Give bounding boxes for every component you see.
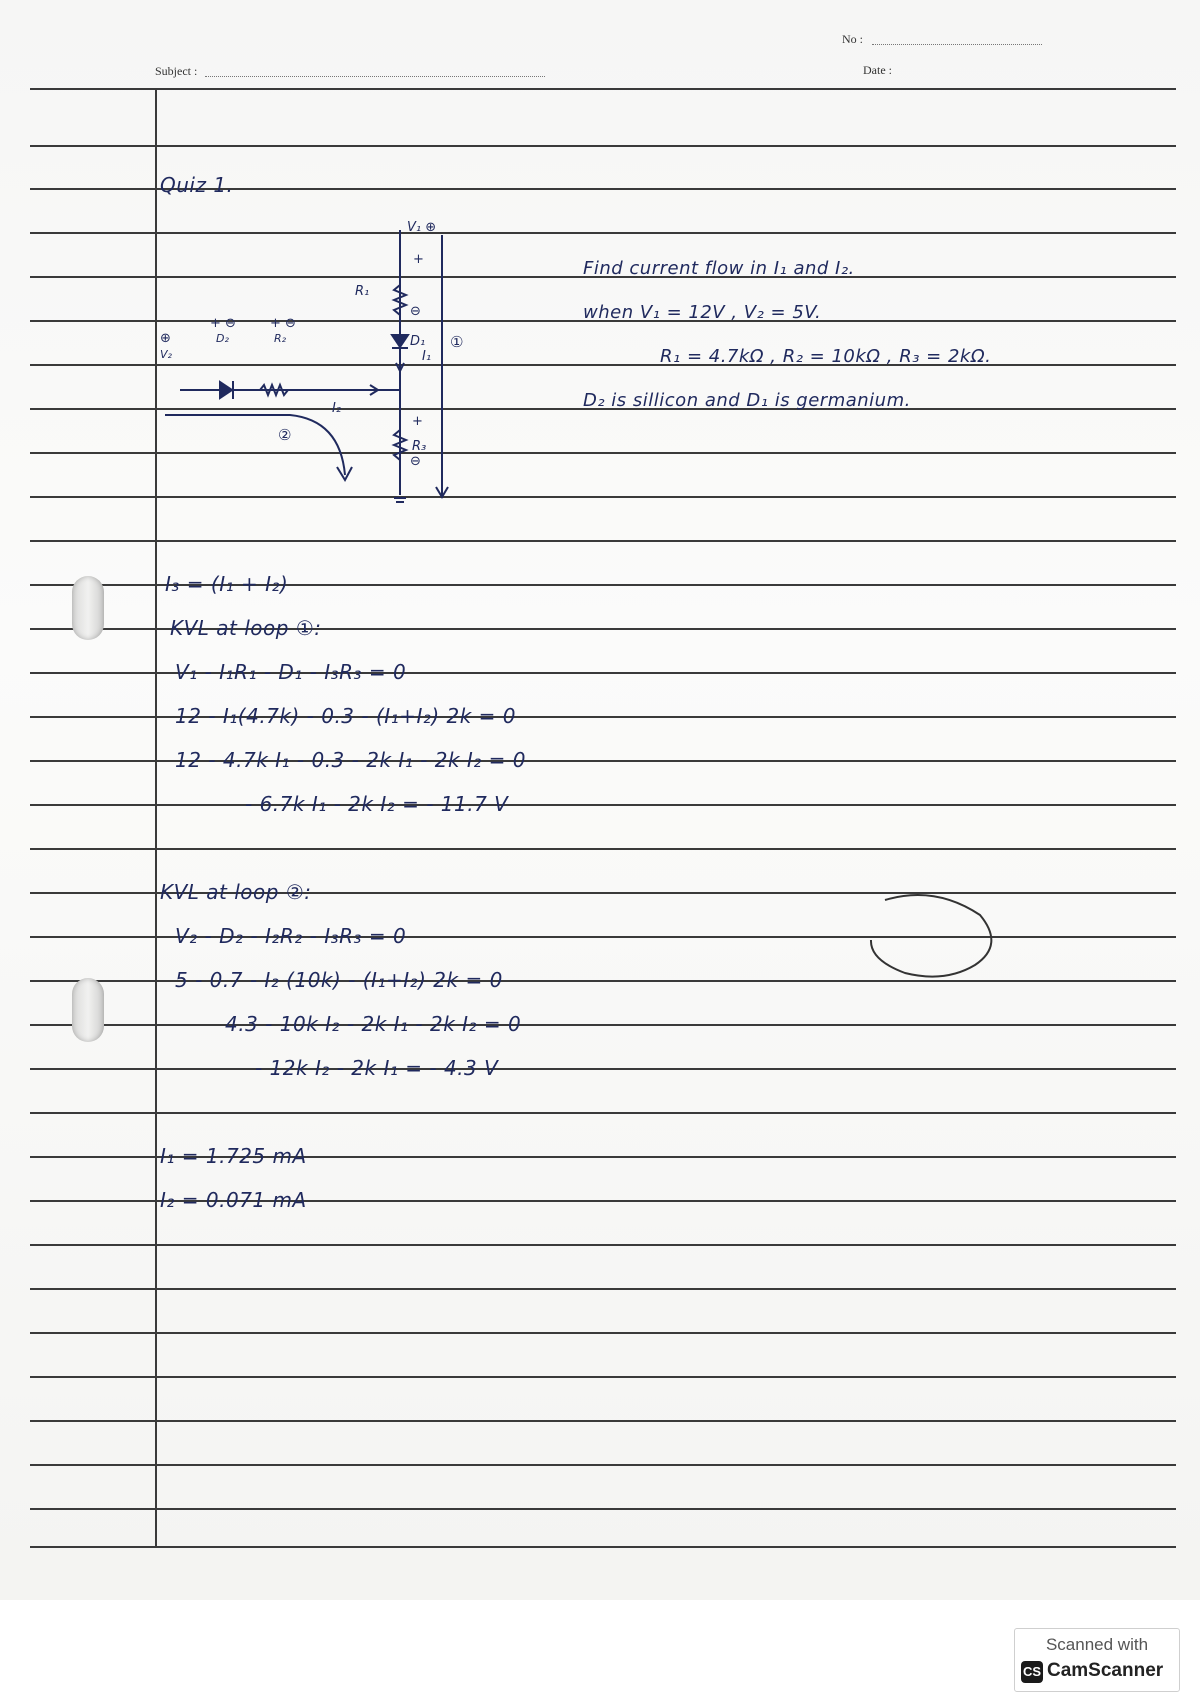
camscanner-logo-icon: CS (1021, 1661, 1043, 1683)
no-dotted-line (872, 44, 1042, 45)
loop2-arrow (165, 415, 345, 475)
d1-diode (392, 335, 408, 347)
circle-doodle (865, 885, 1005, 980)
rule-line (30, 540, 1176, 542)
rule-line (30, 1332, 1176, 1334)
circuit-diagram (160, 215, 470, 515)
kvl1-equation-1: V₁ - I₁R₁ - D₁ - I₃R₃ = 0 (175, 660, 407, 684)
kvl1-equation-4: - 6.7k I₁ - 2k I₂ = - 11.7 V (245, 792, 509, 816)
i1-label: I₁ (422, 349, 432, 364)
rule-line (30, 1288, 1176, 1290)
camscanner-watermark (1014, 1628, 1180, 1692)
d2-label: D₂ (216, 332, 229, 345)
camscanner-name: CamScanner (1047, 1660, 1164, 1681)
problem-line-2: when V₁ = 12V , V₂ = 5V. (583, 302, 822, 323)
r3-label: R₃ (412, 439, 427, 454)
r1-minus-label: ⊖ (410, 304, 421, 319)
rule-line (30, 1244, 1176, 1246)
v2-label: V₂ (160, 348, 172, 361)
r2-polarity-label: + ⊖ (270, 316, 296, 331)
loop2-label: ② (278, 426, 292, 444)
binder-hole (72, 978, 104, 1042)
d2-polarity-label: + ⊖ (210, 316, 236, 331)
rule-line (30, 1420, 1176, 1422)
d2-diode (220, 382, 232, 398)
r3-plus-label: + (412, 414, 423, 429)
v2-mark: ⊕ (160, 331, 171, 346)
margin-line (155, 88, 157, 1546)
rule-line (30, 1068, 1176, 1070)
binder-hole (72, 576, 104, 640)
result-i1: I₁ = 1.725 mA (160, 1144, 307, 1168)
rule-line (30, 804, 1176, 806)
rule-line (30, 1024, 1176, 1026)
no-label: No : (842, 32, 863, 46)
rule-line (30, 1546, 1176, 1548)
kvl1-heading: KVL at loop ①: (170, 616, 322, 640)
rule-line (30, 1508, 1176, 1510)
scanned-with-text: Scanned with (1045, 1635, 1149, 1654)
problem-line-4: D₂ is sillicon and D₁ is germanium. (583, 390, 911, 411)
r3-minus-label: ⊖ (410, 454, 421, 469)
kvl2-equation-3: 4.3 - 10k I₂ - 2k I₁ - 2k I₂ = 0 (225, 1012, 522, 1036)
r1-plus-label: + (413, 252, 424, 267)
r2-label: R₂ (274, 332, 287, 345)
kvl1-equation-2: 12 - I₁(4.7k) - 0.3 - (I₁+I₂) 2k = 0 (175, 704, 517, 728)
date-label: Date : (863, 63, 892, 77)
kvl2-equation-4: - 12k I₂ - 2k I₁ = - 4.3 V (255, 1056, 499, 1080)
subject-dotted-line (205, 76, 545, 77)
rule-line (30, 145, 1176, 147)
result-i2: I₂ = 0.071 mA (160, 1188, 307, 1212)
kvl1-equation-3: 12 - 4.7k I₁ - 0.3 - 2k I₁ - 2k I₂ = 0 (175, 748, 527, 772)
subject-label: Subject : (155, 64, 198, 78)
loop1-label: ① (450, 333, 464, 351)
i3-definition: I₃ = (I₁ + I₂) (165, 572, 289, 596)
rule-line (30, 88, 1176, 90)
kvl2-equation-2: 5 - 0.7 - I₂ (10k) - (I₁+I₂) 2k = 0 (175, 968, 503, 992)
r1-label: R₁ (355, 284, 370, 299)
rule-line (30, 1464, 1176, 1466)
rule-line (30, 848, 1176, 850)
rule-line (30, 1376, 1176, 1378)
kvl2-equation-1: V₂ - D₂ - I₂R₂ - I₃R₃ = 0 (175, 924, 407, 948)
kvl2-heading: KVL at loop ②: (160, 880, 312, 904)
rule-line (30, 1112, 1176, 1114)
v1-label: V₁ ⊕ (407, 220, 437, 235)
quiz-title: Quiz 1. (160, 173, 234, 197)
i2-label: I₂ (332, 401, 342, 416)
problem-line-1: Find current flow in I₁ and I₂. (583, 258, 855, 279)
problem-line-3: R₁ = 4.7kΩ , R₂ = 10kΩ , R₃ = 2kΩ. (660, 346, 992, 367)
d1-label: D₁ (410, 334, 426, 349)
